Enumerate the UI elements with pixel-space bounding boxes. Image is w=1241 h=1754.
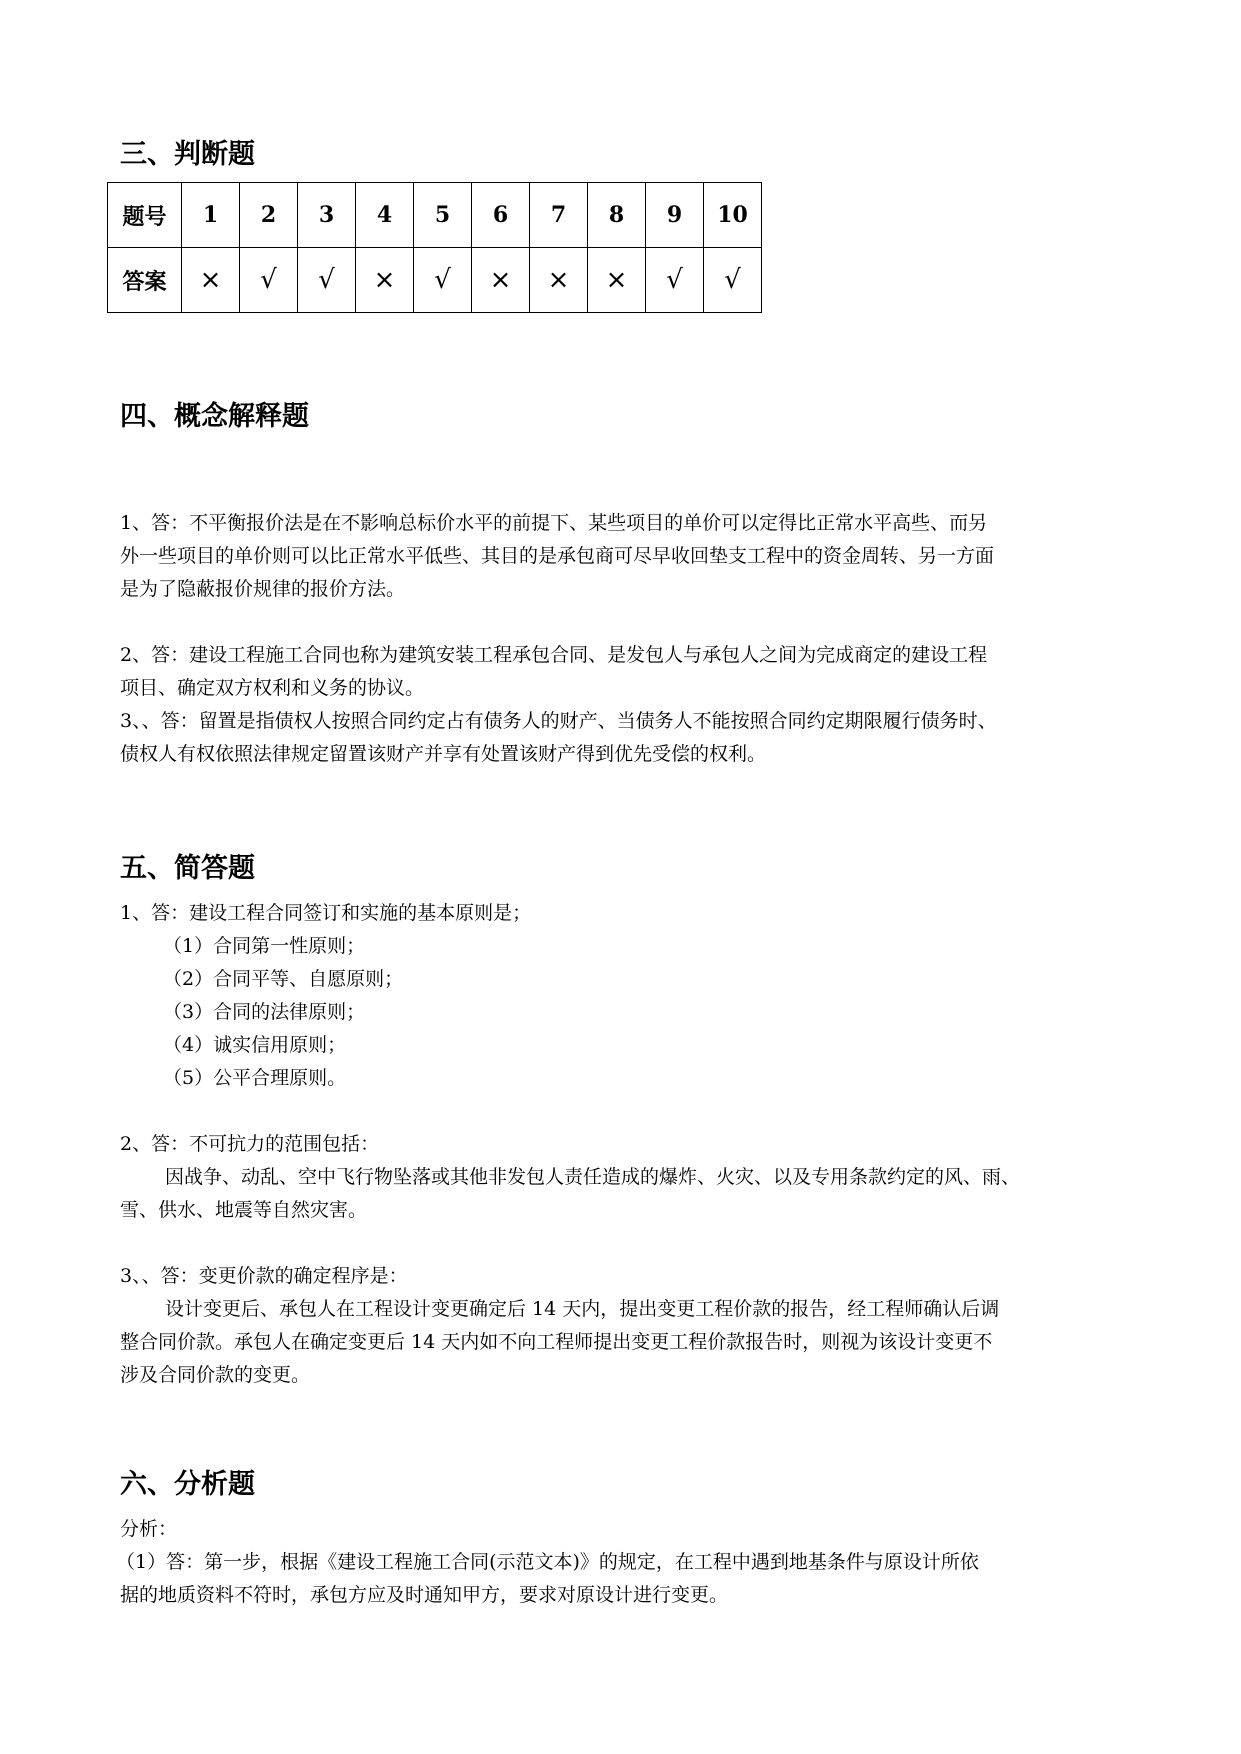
- text-line: 1、答：不平衡报价法是在不影响总标价水平的前提下、某些项目的单价可以定得比正常水平高些、而另: [120, 512, 988, 534]
- section-3-title: 三、判断题: [120, 139, 255, 170]
- list-item: （2）合同平等、自愿原则；: [163, 968, 404, 990]
- text-line: 3、、答：留置是指债权人按照合同约定占有债务人的财产、当债务人不能按照合同约定期限履行债务时、: [120, 710, 997, 732]
- text-line: 设计变更后、承包人在工程设计变更确定后 14 天内，提出变更工程价款的报告，经工程师确认后调: [165, 1298, 1000, 1320]
- short-answer-2-intro: 2、答：不可抗力的范围包括：: [120, 1133, 380, 1155]
- text-line: 是为了隐蔽报价规律的报价方法。: [120, 578, 406, 600]
- row-label-question-number: 题号: [108, 183, 182, 248]
- concept-answer-3: [120, 705, 1130, 771]
- question-number: 2: [240, 183, 298, 248]
- answer-mark: ×: [182, 248, 240, 313]
- text-line: 雪、供水、地震等自然灾害。: [120, 1199, 368, 1221]
- short-answer-3-intro: 3、、答：变更价款的确定程序是：: [120, 1265, 408, 1287]
- answer-mark: √: [646, 248, 704, 313]
- list-item: （5）公平合理原则。: [163, 1067, 347, 1089]
- analysis-intro: 分析：: [120, 1518, 178, 1540]
- answer-mark: ×: [356, 248, 414, 313]
- question-number: 8: [588, 183, 646, 248]
- section-5-title: 五、简答题: [120, 853, 255, 884]
- answer-mark: ×: [530, 248, 588, 313]
- question-number: 5: [414, 183, 472, 248]
- section-4-title: 四、概念解释题: [120, 401, 309, 432]
- text-line: 2、答：建设工程施工合同也称为建筑安装工程承包合同、是发包人与承包人之间为完成商定的建设工程: [120, 644, 988, 666]
- table-row-answers: [108, 248, 762, 313]
- question-number: 3: [298, 183, 356, 248]
- answer-mark: √: [704, 248, 762, 313]
- question-number: 9: [646, 183, 704, 248]
- row-label-answer: 答案: [108, 248, 182, 313]
- answer-mark: √: [414, 248, 472, 313]
- analysis-answer-1: [116, 1546, 1126, 1612]
- question-number: 1: [182, 183, 240, 248]
- text-line: 整合同价款。承包人在确定变更后 14 天内如不向工程师提出变更工程价款报告时，则视为该设计变更不: [120, 1331, 993, 1353]
- text-line: 债权人有权依照法律规定留置该财产并享有处置该财产得到优先受偿的权利。: [120, 743, 767, 765]
- judgment-answer-table: [107, 182, 762, 313]
- list-item: （4）诚实信用原则；: [163, 1034, 347, 1056]
- answer-mark: ×: [472, 248, 530, 313]
- text-line: 据的地质资料不符时，承包方应及时通知甲方，要求对原设计进行变更。: [120, 1584, 729, 1606]
- section-6-title: 六、分析题: [120, 1469, 255, 1500]
- question-number: 7: [530, 183, 588, 248]
- text-line: 因战争、动乱、空中飞行物坠落或其他非发包人责任造成的爆炸、火灾、以及专用条款约定的风、雨、: [165, 1166, 1021, 1188]
- text-line: 项目、确定双方权利和义务的协议。: [120, 677, 425, 699]
- principles-list: [163, 930, 1173, 1095]
- question-number: 10: [704, 183, 762, 248]
- list-item: （3）合同的法律原则；: [163, 1001, 366, 1023]
- text-line: 外一些项目的单价则可以比正常水平低些、其目的是承包商可尽早收回垫支工程中的资金周转、另一方面: [120, 545, 995, 567]
- answer-mark: ×: [588, 248, 646, 313]
- question-number: 6: [472, 183, 530, 248]
- short-answer-1-intro: 1、答：建设工程合同签订和实施的基本原则是；: [120, 902, 532, 924]
- short-answer-2-body: [120, 1161, 1130, 1227]
- short-answer-3-body: [120, 1293, 1130, 1392]
- list-item: （1）合同第一性原则；: [163, 935, 366, 957]
- answer-mark: √: [240, 248, 298, 313]
- table-row-numbers: [108, 183, 762, 248]
- concept-answer-2: [120, 639, 1130, 705]
- text-line: 涉及合同价款的变更。: [120, 1364, 311, 1386]
- concept-answer-1: [120, 507, 1130, 606]
- text-line: （1）答：第一步，根据《建设工程施工合同(示范文本)》的规定，在工程中遇到地基条件与原设计所依: [116, 1551, 979, 1573]
- answer-mark: √: [298, 248, 356, 313]
- question-number: 4: [356, 183, 414, 248]
